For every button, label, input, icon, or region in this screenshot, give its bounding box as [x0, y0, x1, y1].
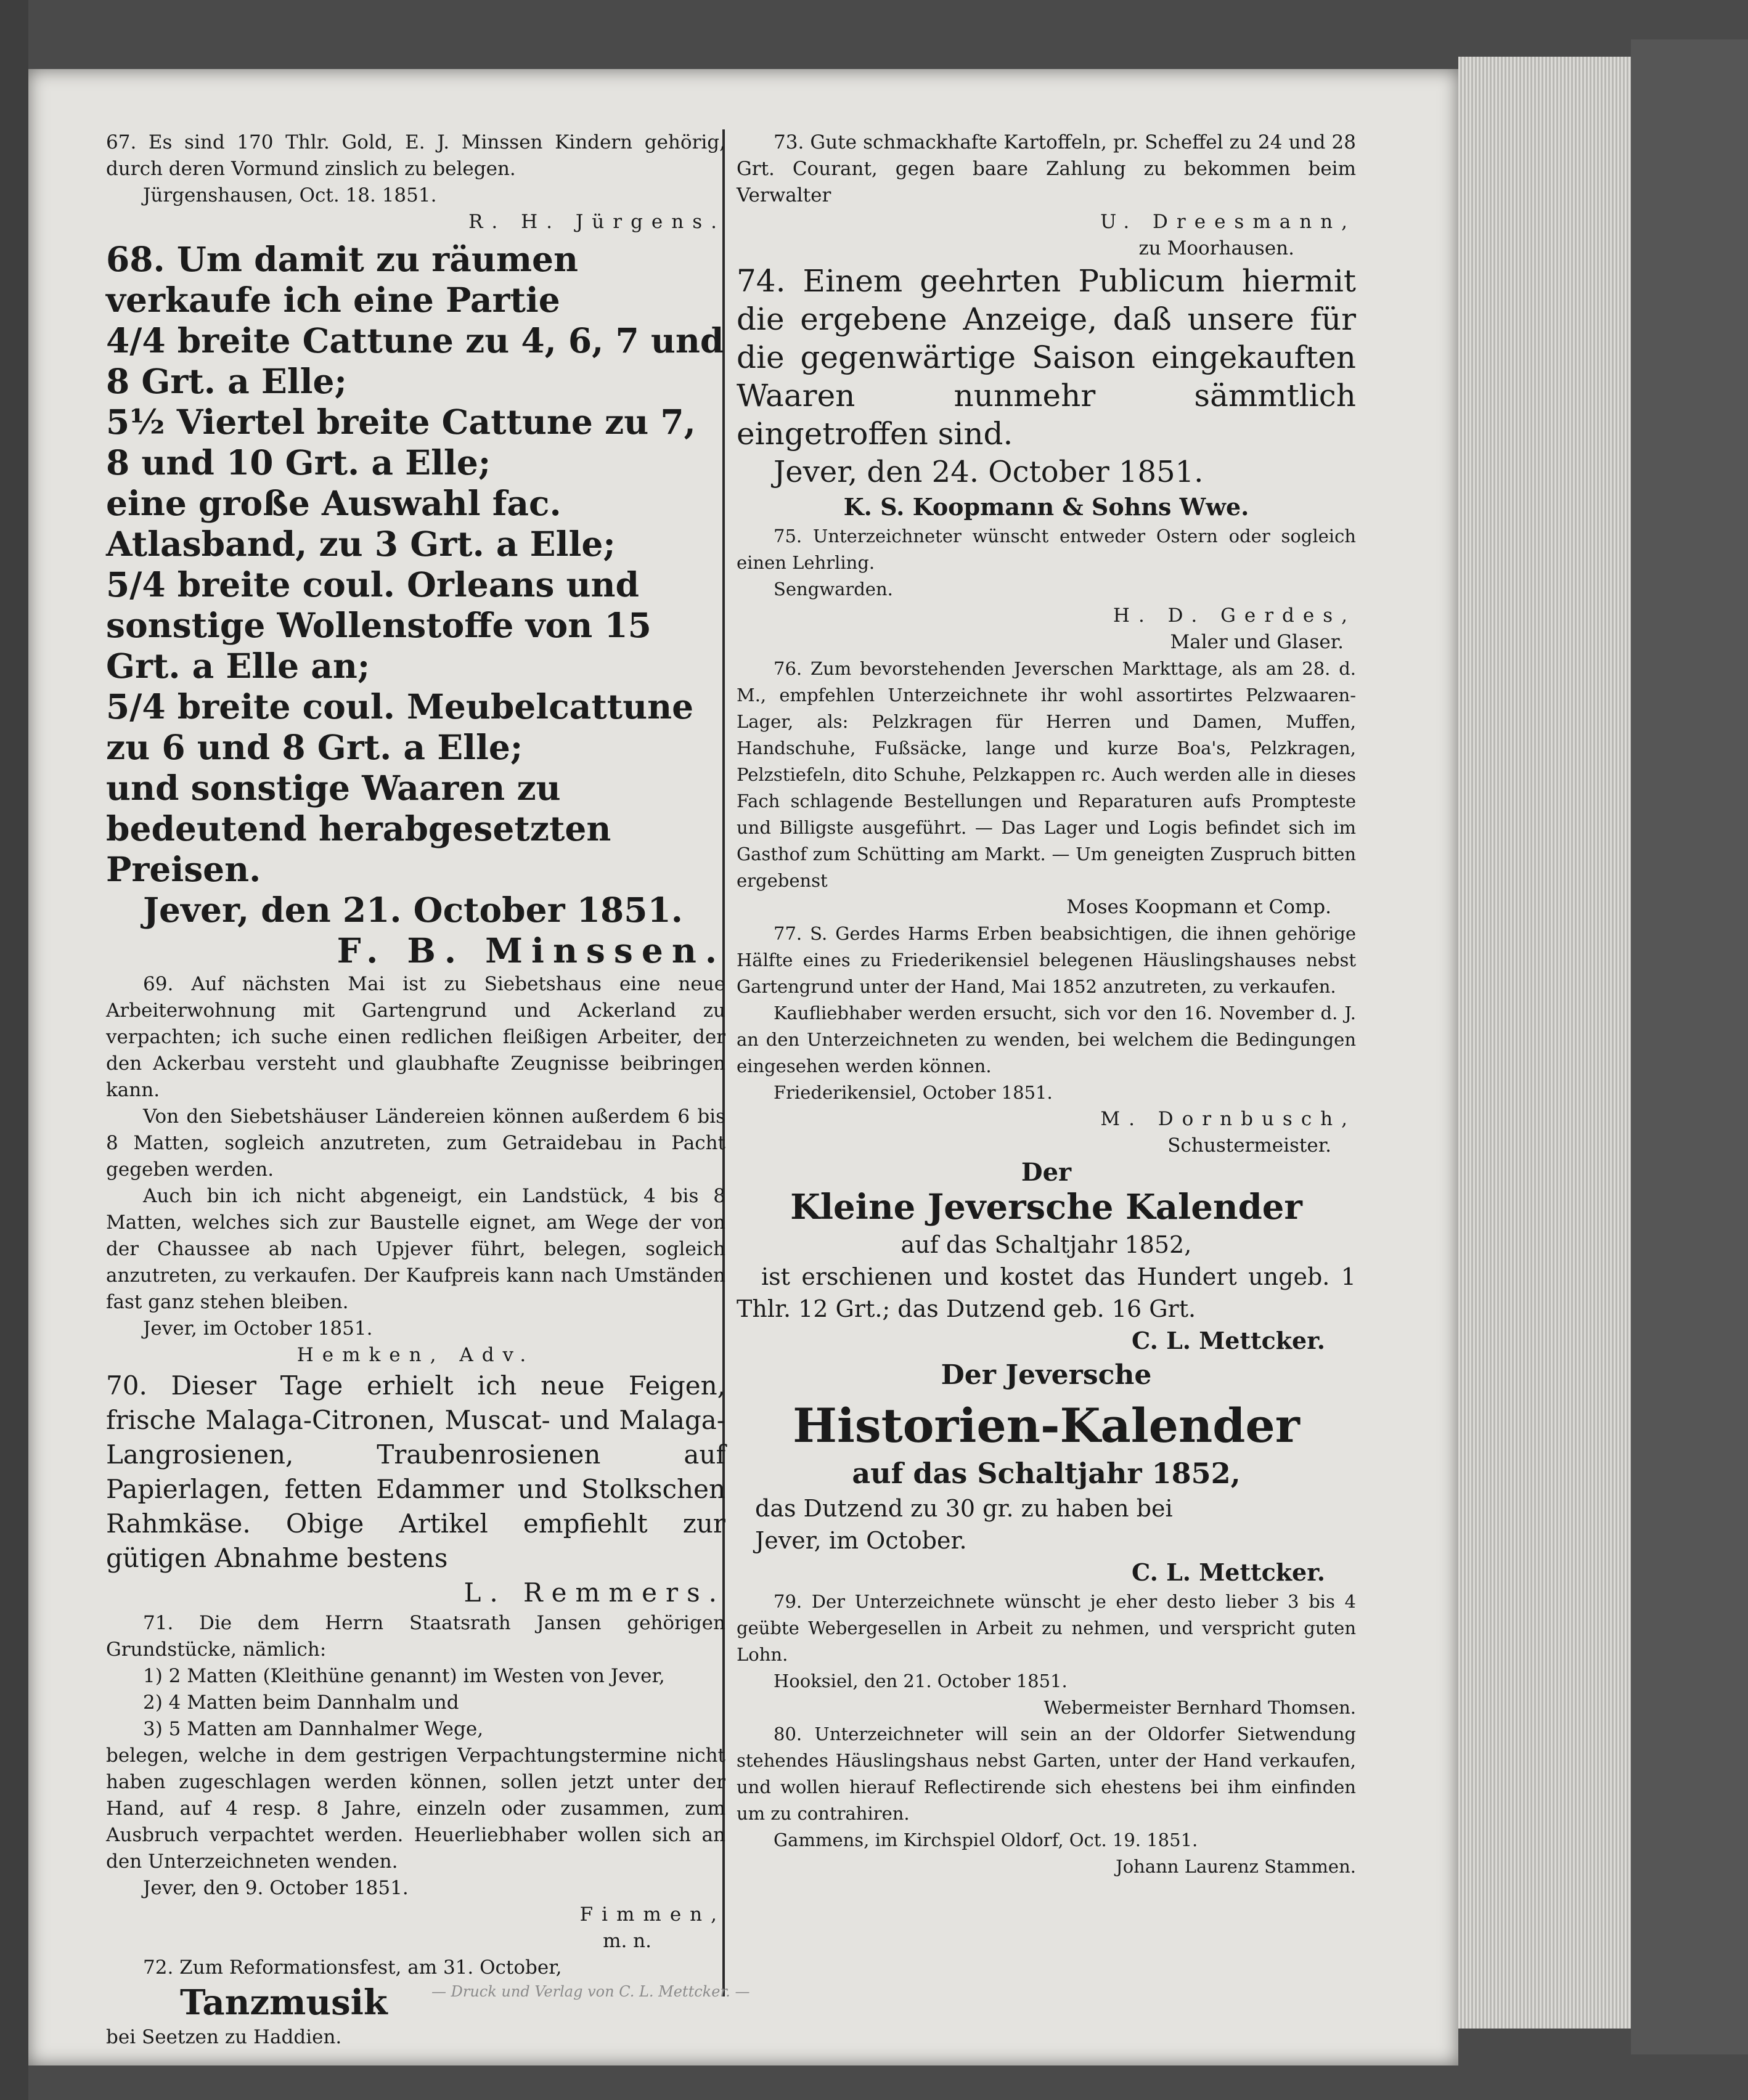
ad-72 [106, 1955, 725, 2051]
ad-68-item-2: 5½ Viertel breite Cattune zu 7, 8 und 10 Grt. a Elle; [106, 402, 696, 482]
ad-77-text-2: Kaufliebhaber werden ersucht, sich vor den 16. November d. J. an den Unterzeichneten zu wenden, bei welchem die Bedingungen eingesehen werden können. [737, 1003, 1356, 1076]
book-gutter-left [0, 0, 28, 2100]
ad-72-place: bei Seetzen zu Haddien. [106, 2026, 342, 2048]
ad-80-place: Gammens, im Kirchspiel Oldorf, Oct. 19. 1851. [774, 1829, 1198, 1850]
ad-68-item-1: 4/4 breite Cattune zu 4, 6, 7 und 8 Grt. a Elle; [106, 320, 724, 401]
kalender-ad-1 [737, 1159, 1356, 1357]
ad-68-item-6: und sonstige Waaren zu bedeutend herabgesetzten Preisen. [106, 768, 611, 889]
ad-68-item-5: 5/4 breite coul. Meubelcattune zu 6 und 8 Grt. a Elle; [106, 686, 694, 767]
ad-69-text-3: Auch bin ich nicht abgeneigt, ein Landstück, 4 bis 8 Matten, welches sich zur Baustelle eignet, am Wege der von der Chaussee ab nach Upjever führt, belegen, sogleich anzutreten, zu verkaufen. Der Kaufpreis kann nach Umständen fast ganz stehen bleiben. [106, 1185, 725, 1313]
ad-75-place: Sengwarden. [774, 579, 893, 600]
ad-71-signature: Fimmen, [579, 1903, 725, 1926]
ad-76-text: 76. Zum bevorstehenden Jeverschen Markttage, als am 28. d. M., empfehlen Unterzeichnete ihr wohl assortirtes Pelzwaaren-Lager, als: Pelzkragen für Herren und Damen, Muffen, Handschuhe, Fußsäcke, lange und kurze Boa's, Pelzkragen, Pelzstiefeln, dito Schuhe, Pelzkappen rc. Auch werden alle in dieses Fach schlagende Bestellungen und Reparaturen aufs Prompteste und Billigste ausgeführt. — Das Lager und Logis befindet sich im Gasthof zum Schütting am Markt. — Um geneigten Zuspruch bitten ergebenst [737, 658, 1356, 891]
kalender-2-signature: C. L. Mettcker. [1132, 1558, 1325, 1586]
ad-67 [106, 129, 725, 235]
ad-80 [737, 1721, 1356, 1880]
book-cover [1631, 39, 1748, 2054]
kalender-2-title: Historien-Kalender [793, 1398, 1300, 1453]
ad-71-text: 71. Die dem Herrn Staatsrath Jansen gehörigen Grundstücke, nämlich: [106, 1612, 725, 1661]
left-column [106, 129, 725, 2048]
ad-80-text: 80. Unterzeichneter will sein an der Oldorfer Sietwendung stehendes Häuslingshaus nebst Garten, unter der Hand verkaufen, und wollen hierauf Reflectirende sich ehestens bei ihm einfinden um zu contrahiren. [737, 1724, 1356, 1824]
right-column [737, 129, 1356, 2003]
ad-77-place: Friederikensiel, October 1851. [774, 1082, 1053, 1103]
ad-75-signature-note: Maler und Glaser. [1170, 631, 1344, 653]
ad-73-signature: U. Dreesmann, [1100, 211, 1356, 233]
ad-77-text-1: 77. S. Gerdes Harms Erben beabsichtigen, die ihnen gehörige Hälfte eines zu Friederikensiel belegenen Häuslingshauses nebst Gartengrund unter der Hand, Mai 1852 anzutreten, zu verkaufen. [737, 923, 1356, 997]
ad-75-signature: H. D. Gerdes, [1113, 604, 1356, 627]
kalender-ad-2 [737, 1357, 1356, 1589]
ad-74 [737, 262, 1356, 523]
ad-77-signature-note: Schustermeister. [1167, 1134, 1331, 1157]
ad-71-item-2: 2) 4 Matten beim Dannhalm und [143, 1691, 459, 1714]
ad-68-headline: 68. Um damit zu räumen verkaufe ich eine Partie [106, 239, 579, 320]
kalender-1-subtitle: auf das Schaltjahr 1852, [901, 1231, 1192, 1258]
ad-67-signature: R. H. Jürgens. [468, 211, 725, 233]
ad-71-signature-note: m. n. [603, 1930, 651, 1952]
ad-74-signature: K. S. Koopmann & Sohns Wwe. [843, 493, 1249, 521]
kalender-1-der: Der [1021, 1158, 1072, 1187]
ad-71-item-3: 3) 5 Matten am Dannhalmer Wege, [143, 1718, 484, 1740]
page-edges [1458, 57, 1631, 2029]
ad-69-place: Jever, im October 1851. [143, 1317, 373, 1340]
ad-68 [106, 239, 725, 971]
ad-76 [737, 656, 1356, 921]
kalender-1-text: ist erschienen und kostet das Hundert ungeb. 1 Thlr. 12 Grt.; das Dutzend geb. 16 Grt. [737, 1263, 1356, 1322]
ad-79-place: Hooksiel, den 21. October 1851. [774, 1671, 1068, 1691]
ad-69-text-1: 69. Auf nächsten Mai ist zu Siebetshaus eine neue Arbeiterwohnung mit Gartengrund und Ackerland zu verpachten; ich suche einen redlichen fleißigen Arbeiter, der den Ackerbau versteht und glaubhafte Zeugnisse beibringen kann. [106, 973, 725, 1101]
ad-73-text: 73. Gute schmackhafte Kartoffeln, pr. Scheffel zu 24 und 28 Grt. Courant, gegen baare Zahlung zu bekommen beim Verwalter [737, 131, 1356, 206]
ad-71-body: belegen, welche in dem gestrigen Verpachtungstermine nicht haben zugeschlagen werden können, sollen jetzt unter der Hand, auf 4 resp. 8 Jahre, einzeln oder zusammen, zum Ausbruch verpachtet werden. Heuerliebhaber wollen sich an den Unterzeichneten wenden. [106, 1744, 725, 1873]
ad-73 [737, 129, 1356, 262]
ad-69 [106, 971, 725, 1369]
ad-71-item-1: 1) 2 Matten (Kleithüne genannt) im Westen von Jever, [143, 1665, 665, 1687]
ad-79-signature: Webermeister Bernhard Thomsen. [1043, 1697, 1356, 1718]
ad-79 [737, 1589, 1356, 1721]
ad-69-signature: Hemken, Adv. [296, 1344, 535, 1366]
kalender-1-title: Kleine Jeversche Kalender [790, 1187, 1302, 1227]
ad-70-text: 70. Dieser Tage erhielt ich neue Feigen, frische Malaga-Citronen, Muscat- und Malaga-Langrosienen, Traubenrosienen auf Papierlagen, fetten Edammer und Stolkschen Rahmkäse. Obige Artikel empfiehlt zur gütigen Abnahme bestens [106, 1370, 725, 1573]
kalender-2-der: Der Jeversche [941, 1359, 1152, 1391]
ad-69-text-2: Von den Siebetshäuser Ländereien können außerdem 6 bis 8 Matten, sogleich anzutreten, zum Getraidebau in Pacht gegeben werden. [106, 1105, 725, 1181]
kalender-2-subtitle: auf das Schaltjahr 1852, [852, 1457, 1241, 1490]
ad-75-text: 75. Unterzeichneter wünscht entweder Ostern oder sogleich einen Lehrling. [737, 526, 1356, 573]
printer-footer: — Druck und Verlag von C. L. Mettcker. — [431, 1983, 750, 2000]
ad-80-signature: Johann Laurenz Stammen. [1116, 1856, 1356, 1877]
ad-74-text: 74. Einem geehrten Publicum hiermit die ergebene Anzeige, daß unsere für die gegenwärtige Saison eingekauften Waaren nunmehr sämmtlich eingetroffen sind. [737, 263, 1356, 452]
ad-70 [106, 1369, 725, 1610]
ad-68-signature: F. B. Minssen. [337, 930, 725, 971]
ad-76-signature: Moses Koopmann et Comp. [1066, 896, 1331, 918]
ad-67-place: Jürgenshausen, Oct. 18. 1851. [143, 184, 437, 206]
kalender-2-text: das Dutzend zu 30 gr. zu haben bei [755, 1495, 1173, 1522]
ad-71-place: Jever, den 9. October 1851. [143, 1877, 409, 1899]
ad-77 [737, 921, 1356, 1159]
ad-75 [737, 523, 1356, 656]
ad-70-signature: L. Remmers. [464, 1577, 725, 1608]
kalender-2-place: Jever, im October. [755, 1527, 967, 1554]
ad-72-headline: Tanzmusik [180, 1982, 388, 2023]
ad-72-text: 72. Zum Reformationsfest, am 31. October, [143, 1956, 562, 1979]
ad-67-text: 67. Es sind 170 Thlr. Gold, E. J. Minssen Kindern gehörig, durch deren Vormund zinslich zu belegen. [106, 131, 725, 180]
ad-68-item-4: 5/4 breite coul. Orleans und sonstige Wollenstoffe von 15 Grt. a Elle an; [106, 564, 651, 686]
ad-79-text: 79. Der Unterzeichnete wünscht je eher desto lieber 3 bis 4 geübte Webergesellen in Arbeit zu nehmen, und verspricht guten Lohn. [737, 1591, 1356, 1665]
ad-68-place: Jever, den 21. October 1851. [143, 890, 683, 930]
kalender-1-signature: C. L. Mettcker. [1132, 1327, 1325, 1354]
ad-68-item-3: eine große Auswahl fac. Atlasband, zu 3 Grt. a Elle; [106, 483, 616, 564]
ad-74-place: Jever, den 24. October 1851. [774, 455, 1204, 489]
ad-71 [106, 1610, 725, 1955]
ad-77-signature: M. Dornbusch, [1100, 1108, 1356, 1130]
ad-73-place: zu Moorhausen. [1138, 237, 1294, 259]
